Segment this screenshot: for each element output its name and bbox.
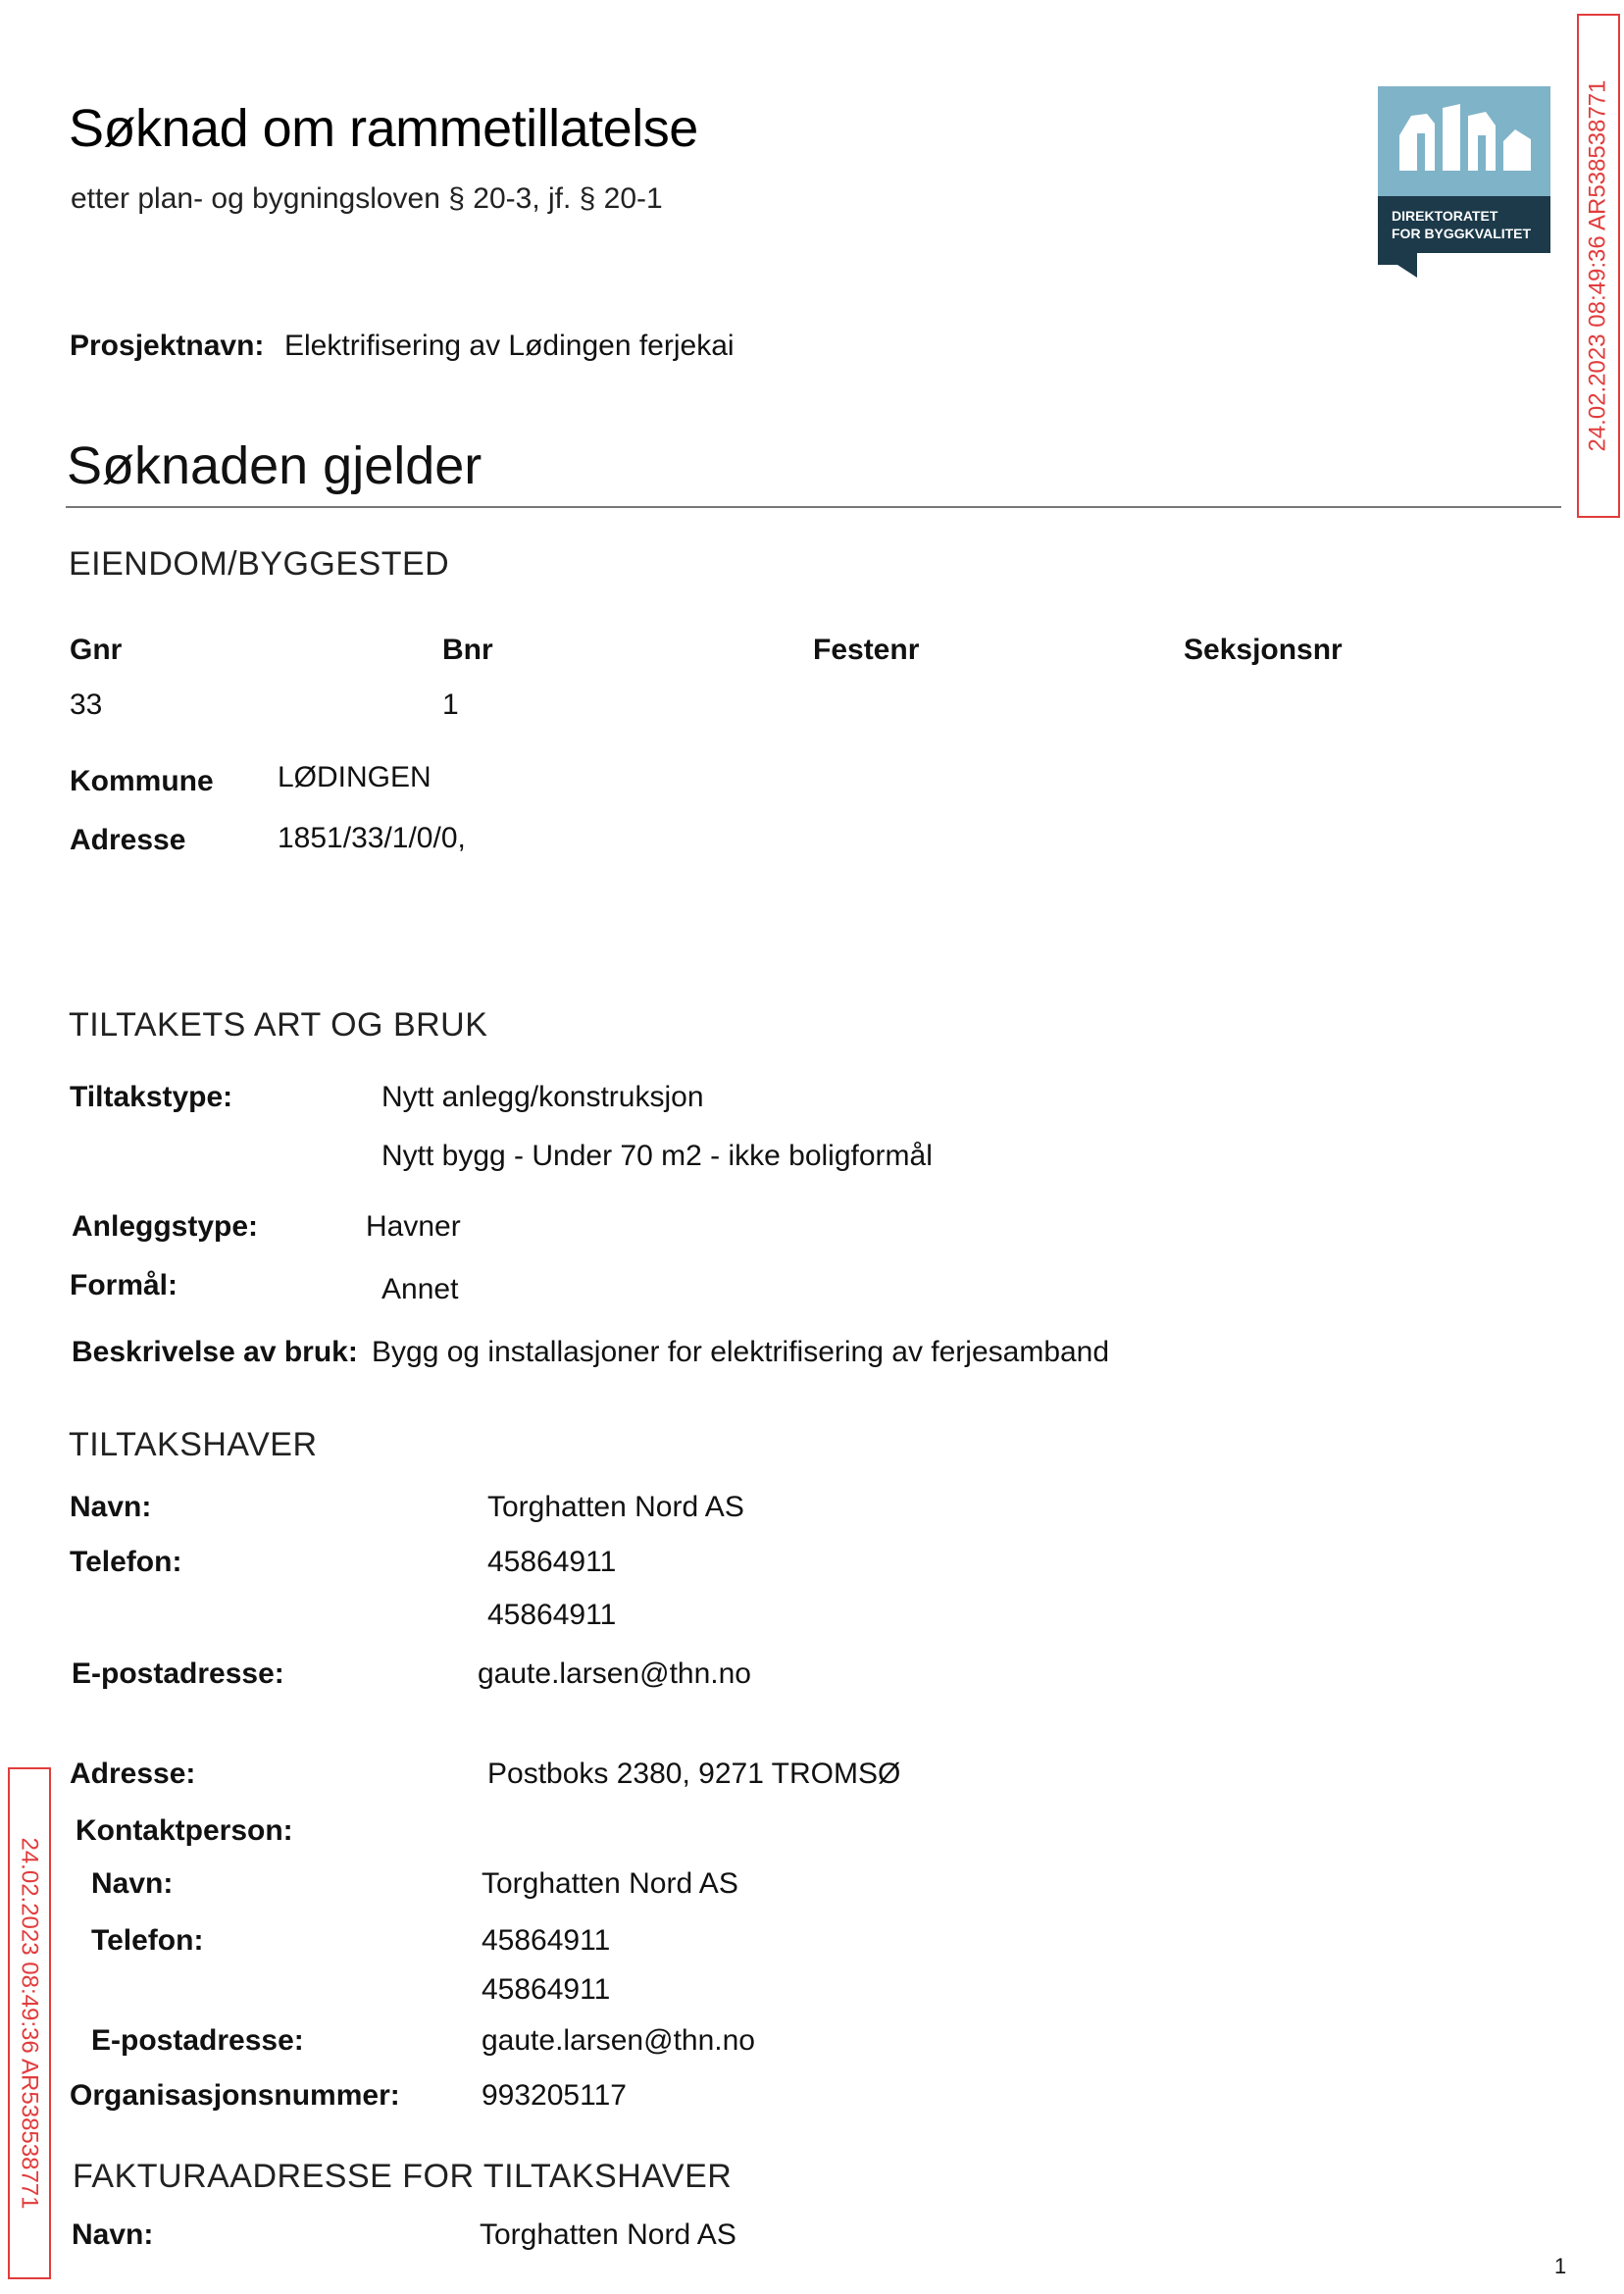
formal-label: Formål:	[70, 1269, 178, 1301]
tiltakshaver-telefon-label: Telefon:	[70, 1546, 182, 1578]
tiltakshaver-adresse-value: Postboks 2380, 9271 TROMSØ	[487, 1758, 901, 1790]
kontakt-telefon-label: Telefon:	[91, 1924, 204, 1957]
section-heading-faktura: FAKTURAADRESSE FOR TILTAKSHAVER	[73, 2158, 733, 2195]
anleggstype-label: Anleggstype:	[72, 1210, 259, 1243]
section-heading-tiltak: TILTAKETS ART OG BRUK	[69, 1006, 488, 1044]
kommune-value: LØDINGEN	[278, 761, 431, 793]
document-title: Søknad om rammetillatelse	[69, 99, 698, 158]
building-logo-icon	[1378, 86, 1550, 278]
tiltakstype-label: Tiltakstype:	[70, 1081, 233, 1113]
section-heading-property: EIENDOM/BYGGESTED	[69, 545, 450, 583]
column-header-bnr: Bnr	[442, 634, 493, 666]
beskrivelse-value: Bygg og installasjoner for elektrifisering av ferjesamband	[372, 1336, 1110, 1368]
kontakt-telefon-value-1: 45864911	[482, 1924, 611, 1957]
value-bnr: 1	[442, 688, 459, 721]
project-name-label: Prosjektnavn:	[70, 330, 265, 362]
date-stamp-left: 24.02.2023 08:49:36 AR538538771	[8, 1767, 51, 2279]
organisasjonsnummer-value: 993205117	[482, 2079, 627, 2112]
tiltakstype-value-1: Nytt anlegg/konstruksjon	[381, 1081, 704, 1113]
faktura-navn-label: Navn:	[72, 2218, 154, 2251]
adresse-value: 1851/33/1/0/0,	[278, 822, 466, 854]
logo-text-line1: DIREKTORATET	[1392, 208, 1498, 224]
date-stamp-right: 24.02.2023 08:49:36 AR538538771	[1577, 14, 1620, 518]
column-header-festenr: Festenr	[813, 634, 920, 666]
tiltakshaver-epost-label: E-postadresse:	[72, 1657, 284, 1690]
anleggstype-value: Havner	[366, 1210, 461, 1243]
faktura-navn-value: Torghatten Nord AS	[480, 2218, 736, 2251]
tiltakshaver-navn-label: Navn:	[70, 1491, 152, 1523]
kontakt-navn-value: Torghatten Nord AS	[482, 1867, 738, 1900]
kontakt-telefon-value-2: 45864911	[482, 1973, 611, 2006]
organisasjonsnummer-label: Organisasjonsnummer:	[70, 2079, 400, 2112]
kontaktperson-label: Kontaktperson:	[76, 1814, 293, 1847]
kontakt-navn-label: Navn:	[91, 1867, 174, 1900]
project-name-value: Elektrifisering av Lødingen ferjekai	[284, 330, 735, 362]
adresse-label: Adresse	[70, 824, 186, 856]
tiltakshaver-navn-value: Torghatten Nord AS	[487, 1491, 744, 1523]
beskrivelse-label: Beskrivelse av bruk:	[72, 1336, 358, 1368]
column-header-gnr: Gnr	[70, 634, 123, 666]
kontakt-epost-label: E-postadresse:	[91, 2024, 304, 2057]
tiltakshaver-adresse-label: Adresse:	[70, 1758, 196, 1790]
kommune-label: Kommune	[70, 765, 214, 797]
tiltakstype-value-2: Nytt bygg - Under 70 m2 - ikke boligformål	[381, 1140, 933, 1172]
document-subtitle: etter plan- og bygningsloven § 20-3, jf. § 20-1	[71, 182, 663, 215]
tiltakshaver-epost-value: gaute.larsen@thn.no	[478, 1657, 751, 1690]
main-heading: Søknaden gjelder	[67, 436, 482, 495]
section-heading-tiltakshaver: TILTAKSHAVER	[69, 1426, 318, 1463]
heading-divider	[66, 506, 1561, 508]
tiltakshaver-telefon-value-2: 45864911	[487, 1599, 617, 1631]
tiltakshaver-telefon-value-1: 45864911	[487, 1546, 617, 1578]
page-number: 1	[1554, 2254, 1567, 2278]
dibk-logo	[1378, 86, 1550, 278]
formal-value: Annet	[381, 1273, 459, 1305]
logo-text-line2: FOR BYGGKVALITET	[1392, 226, 1532, 241]
kontakt-epost-value: gaute.larsen@thn.no	[482, 2024, 755, 2057]
value-gnr: 33	[70, 688, 103, 721]
column-header-seksjonsnr: Seksjonsnr	[1184, 634, 1343, 666]
